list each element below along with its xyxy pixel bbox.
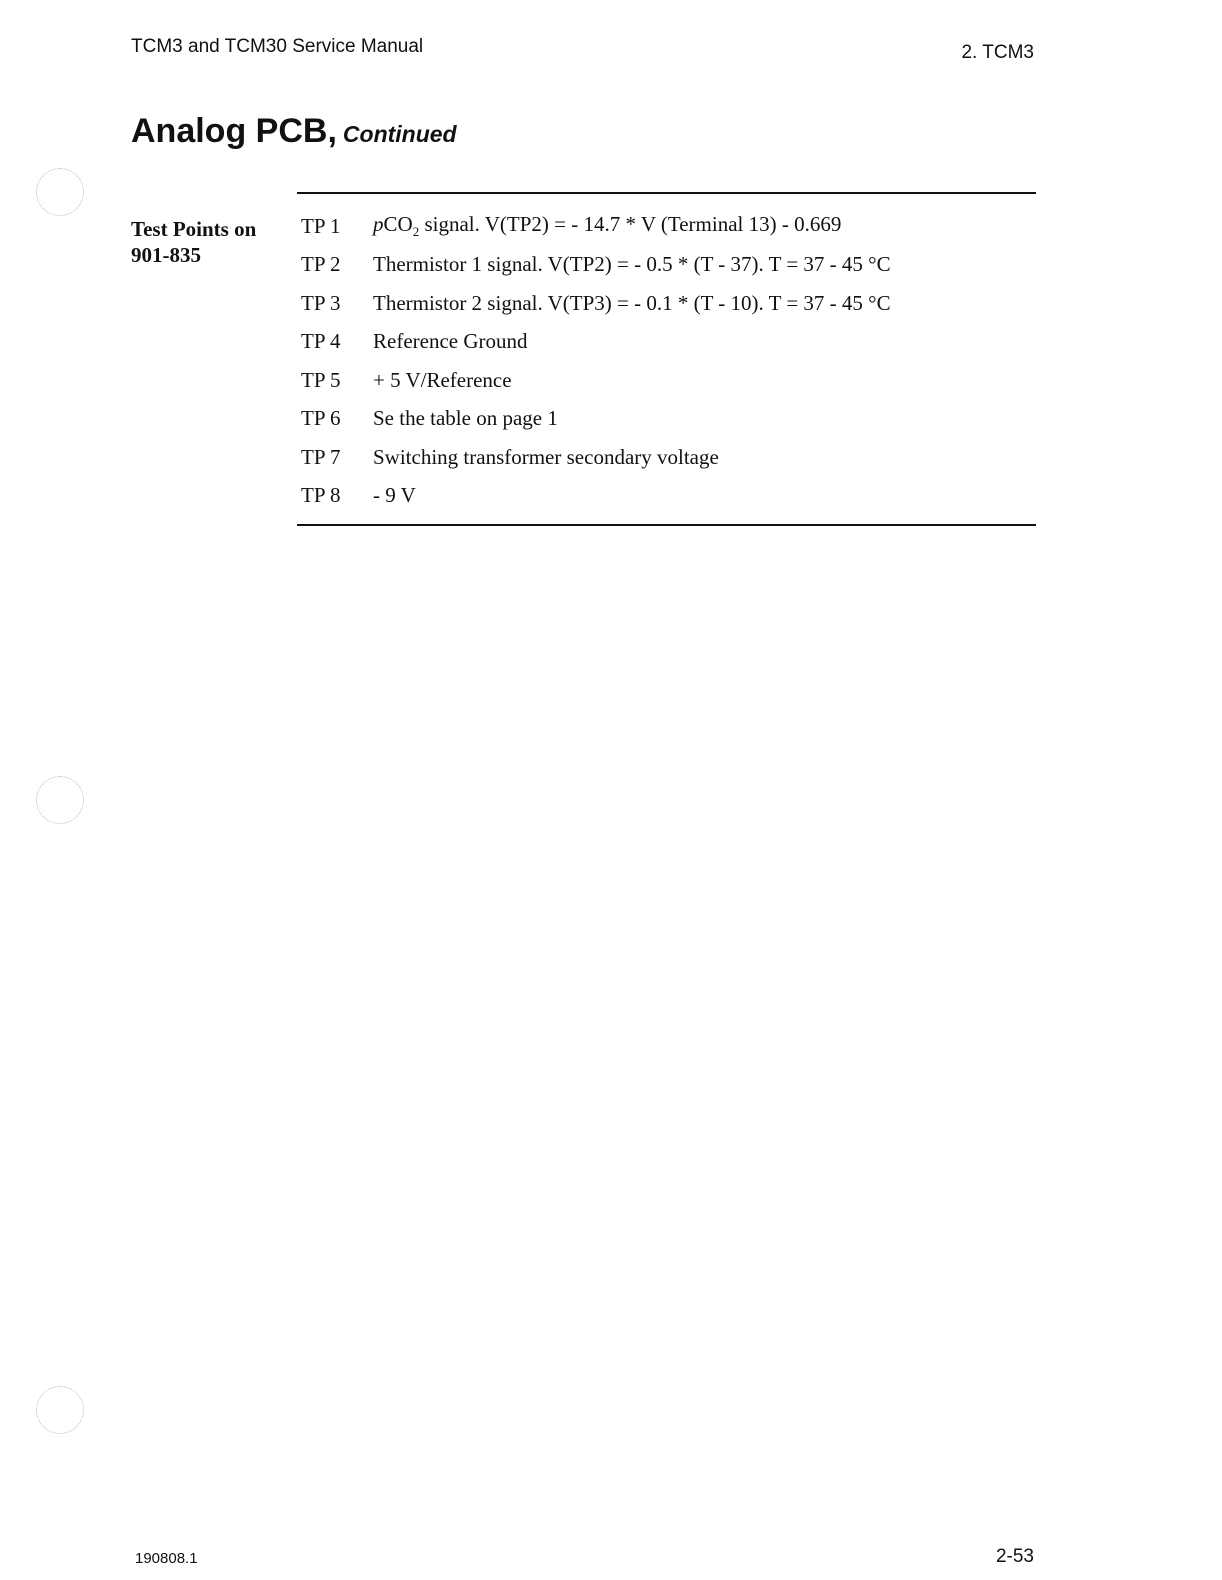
table-row: [301, 207, 1036, 246]
test-point-description: - 9 V: [373, 483, 416, 508]
test-point-id: TP 8: [301, 483, 341, 508]
section-heading: [131, 216, 281, 268]
test-point-id: TP 5: [301, 367, 341, 392]
punch-hole-bottom: [36, 1386, 84, 1434]
table-bottom-rule: [297, 524, 1036, 526]
running-header-left: TCM3 and TCM30 Service Manual: [131, 36, 424, 57]
test-point-description: + 5 V/Reference: [373, 367, 512, 392]
page-title: [131, 112, 457, 151]
test-point-description: Switching transformer secondary voltage: [373, 444, 719, 469]
table-row: [301, 438, 1036, 477]
test-point-description-rest: signal. V(TP2) = - 14.7 * V (Terminal 13) - 0.669: [419, 212, 842, 237]
section-heading-line-1: Test Points on: [131, 217, 257, 241]
page-title-subtitle: Continued: [342, 121, 457, 147]
running-header-right: 2. TCM3: [961, 42, 1034, 63]
footer-page-number: 2-53: [995, 1546, 1034, 1567]
table-row: [301, 361, 1036, 400]
test-point-description-subscript: 2: [412, 224, 420, 240]
test-point-id: TP 7: [301, 444, 341, 469]
table-row: [301, 400, 1036, 439]
test-point-description: Reference Ground: [373, 329, 528, 354]
test-point-description-main: CO: [383, 212, 413, 237]
punch-hole-middle: [36, 776, 84, 824]
test-point-id: TP 6: [301, 406, 341, 431]
test-point-description: Thermistor 2 signal. V(TP3) = - 0.1 * (T - 10). T = 37 - 45 °C: [373, 290, 891, 315]
test-point-id: TP 2: [301, 252, 341, 277]
test-points-table: [301, 207, 1036, 515]
test-point-description: Thermistor 1 signal. V(TP2) = - 0.5 * (T - 37). T = 37 - 45 °C: [373, 252, 891, 277]
table-row: [301, 323, 1036, 362]
test-point-id: TP 4: [301, 329, 341, 354]
test-point-description-italic: p: [373, 212, 384, 237]
table-row: [301, 246, 1036, 285]
test-point-description: [373, 212, 841, 240]
table-row: [301, 284, 1036, 323]
test-point-description: Se the table on page 1: [373, 406, 558, 431]
test-point-id: TP 1: [301, 213, 341, 238]
section-heading-line-2: 901-835: [131, 243, 201, 267]
page-title-main: Analog PCB,: [131, 112, 337, 150]
footer-document-code: 190808.1: [135, 1550, 198, 1567]
table-row: [301, 477, 1036, 516]
punch-hole-top: [36, 168, 84, 216]
table-top-rule: [297, 192, 1036, 194]
test-point-id: TP 3: [301, 290, 341, 315]
